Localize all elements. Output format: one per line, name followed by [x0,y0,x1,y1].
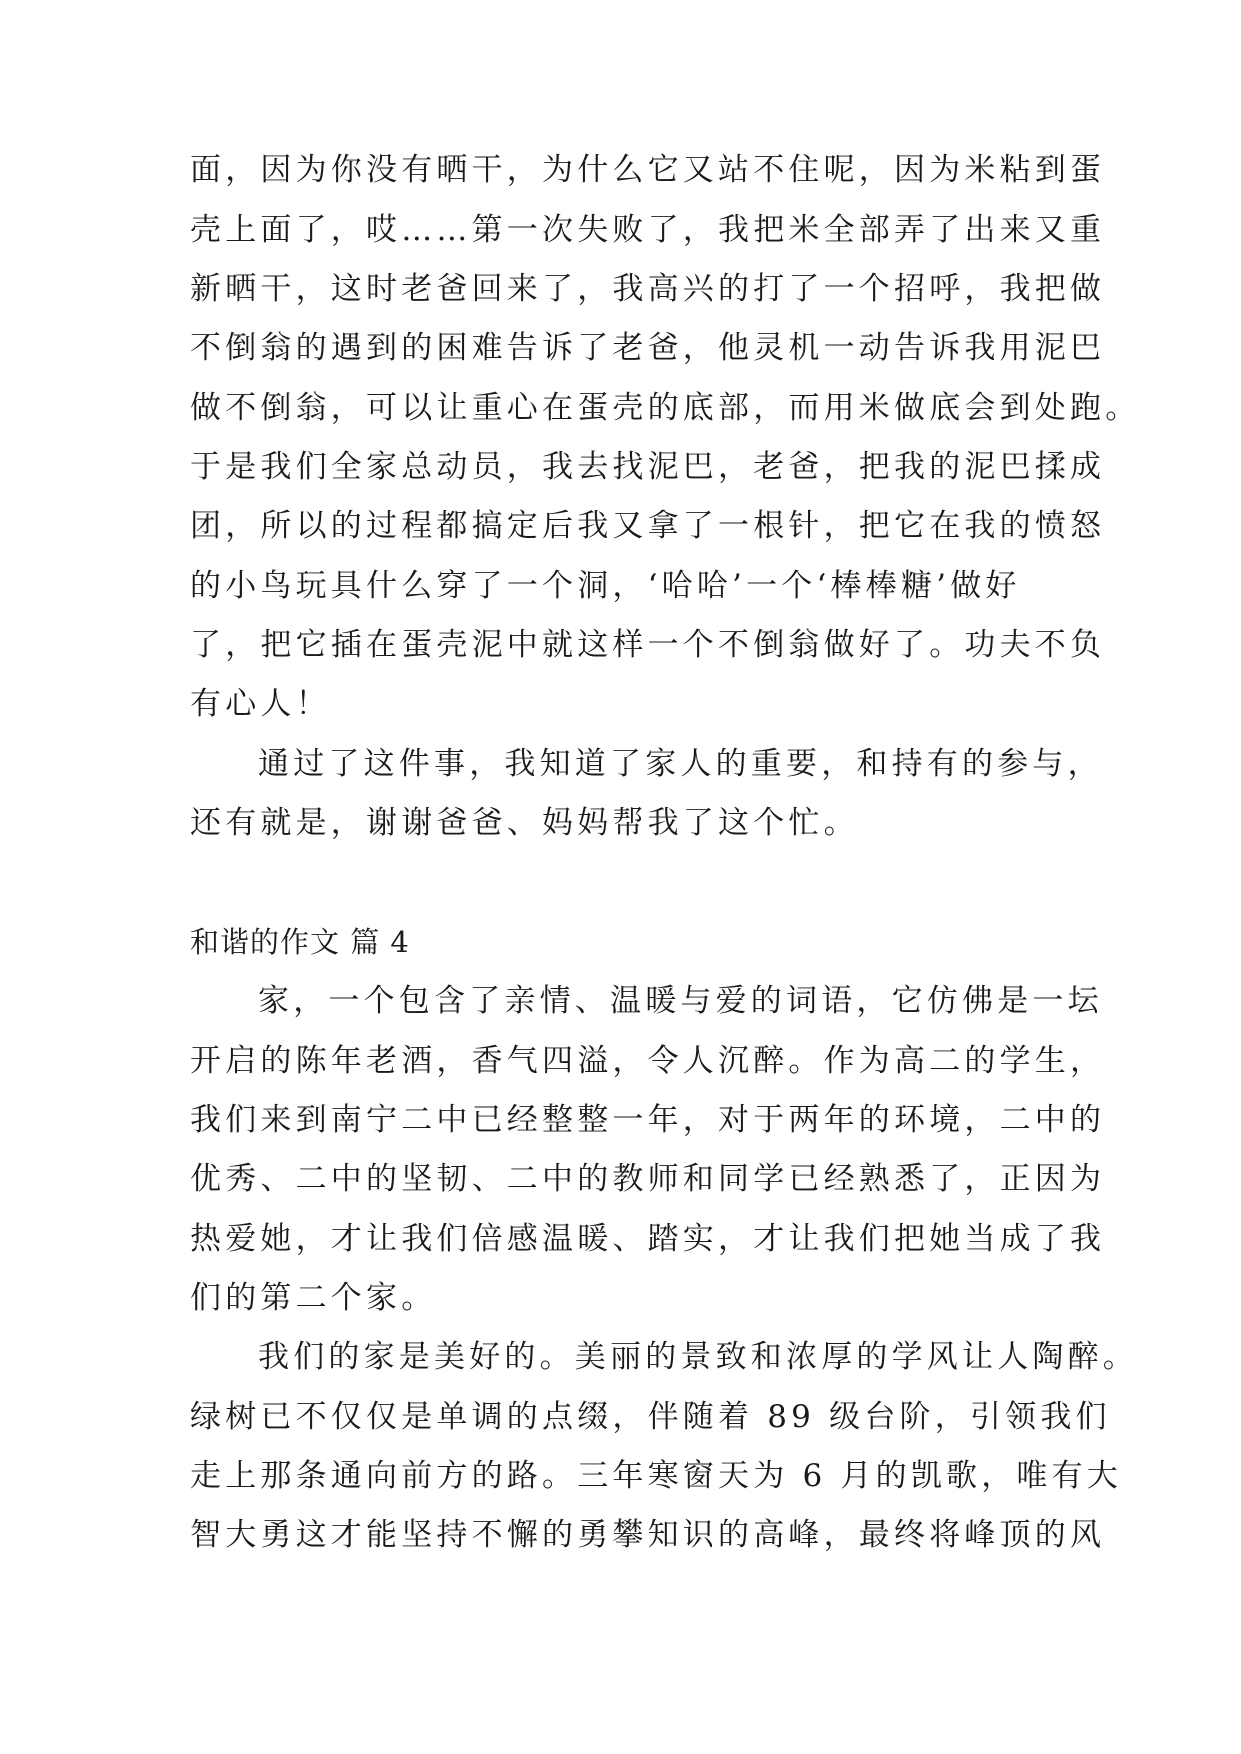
text-line: 热爱她，才让我们倍感温暖、踏实，才让我们把她当成了我 [190,1221,1106,1257]
text-line: 通过了这件事，我知道了家人的重要，和持有的参与， [258,746,1103,782]
text-line: 绿树已不仅仅是单调的点缀，伴随着 89 级台阶，引领我们 [190,1399,1111,1435]
text-line: 不倒翁的遇到的困难告诉了老爸，他灵机一动告诉我用泥巴 [190,330,1106,366]
text-line: 优秀、二中的坚韧、二中的教师和同学已经熟悉了，正因为 [190,1161,1106,1197]
text-line: 走上那条通向前方的路。三年寒窗天为 6 月的凯歌，唯有大 [190,1458,1123,1494]
text-line: 壳上面了，哎……第一次失败了，我把米全部弄了出来又重 [190,212,1106,248]
text-line: 还有就是，谢谢爸爸、妈妈帮我了这个忙。 [190,805,859,841]
text-line: 家，一个包含了亲情、温暖与爱的词语，它仿佛是一坛 [258,983,1103,1019]
text-line: 的小鸟玩具什么穿了一个洞，‘哈哈’一个‘棒棒糖’做好 [190,568,1021,604]
text-line: 有心人！ [190,686,331,722]
text-line: 了，把它插在蛋壳泥中就这样一个不倒翁做好了。功夫不负 [190,627,1106,663]
text-line: 团，所以的过程都搞定后我又拿了一根针，把它在我的愤怒 [190,508,1106,544]
text-line: 们的第二个家。 [190,1280,437,1316]
text-line: 开启的陈年老酒，香气四溢，令人沉醉。作为高二的学生， [190,1043,1106,1079]
text-line: 智大勇这才能坚持不懈的勇攀知识的高峰，最终将峰顶的风 [190,1517,1106,1553]
text-line: 新晒干，这时老爸回来了，我高兴的打了一个招呼，我把做 [190,271,1106,307]
essay-heading: 和谐的作文 篇 4 [190,925,410,959]
text-line: 面，因为你没有晒干，为什么它又站不住呢，因为米粘到蛋 [190,152,1106,188]
text-line: 于是我们全家总动员，我去找泥巴，老爸，把我的泥巴揉成 [190,449,1106,485]
text-line: 做不倒翁，可以让重心在蛋壳的底部，而用米做底会到处跑。 [190,390,1141,426]
text-line: 我们的家是美好的。美丽的景致和浓厚的学风让人陶醉。 [258,1339,1138,1375]
text-line: 我们来到南宁二中已经整整一年，对于两年的环境，二中的 [190,1102,1106,1138]
